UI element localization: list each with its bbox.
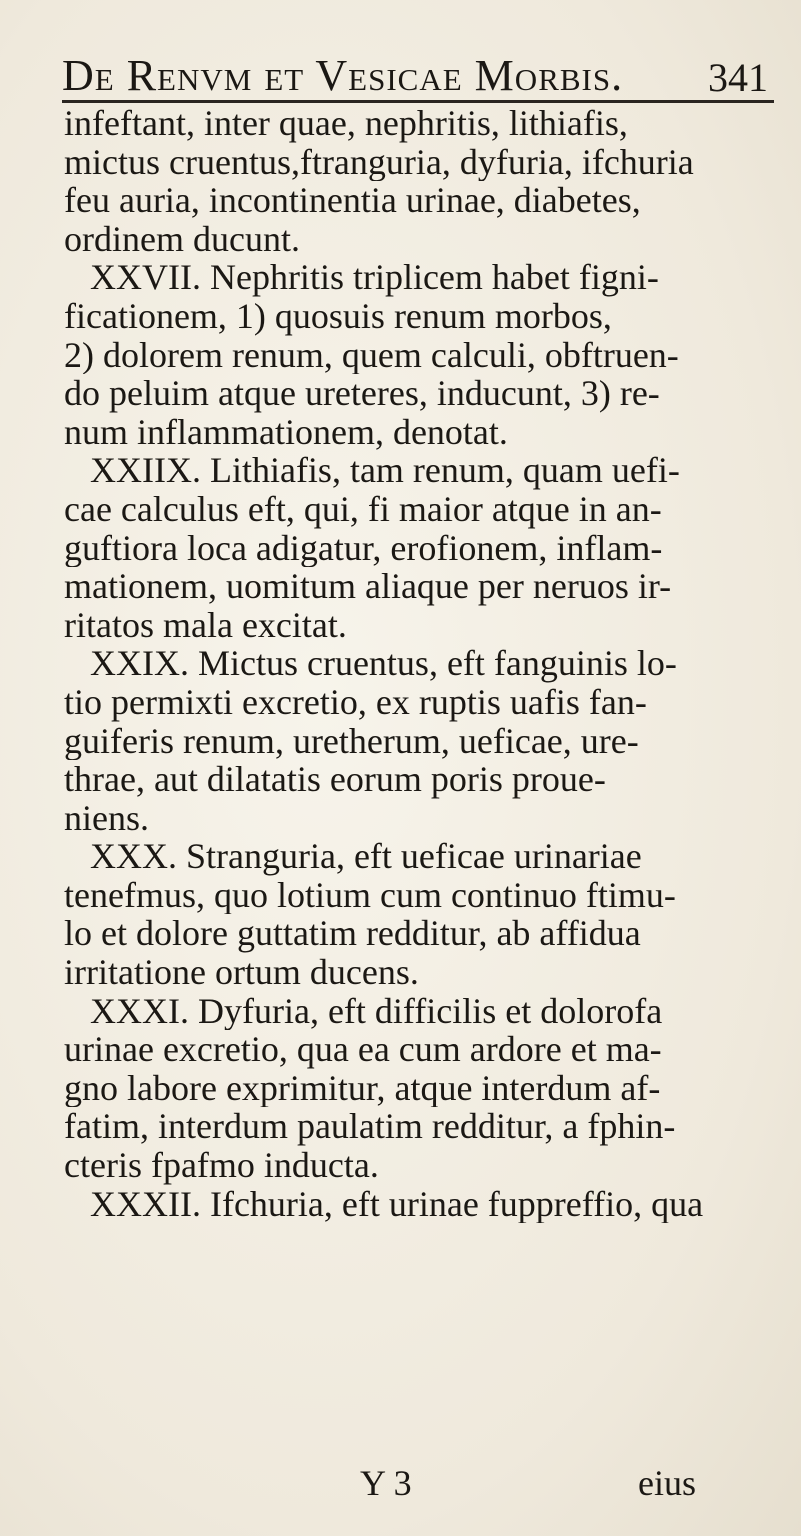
body-text [64, 104, 774, 1223]
catchword: eius [638, 1463, 696, 1503]
text-line: gno labore exprimitur, atque interdum af- [64, 1068, 661, 1108]
text-line: num inflammationem, denotat. [64, 412, 508, 452]
text-line: ordinem ducunt. [64, 219, 300, 259]
text-line: urinae excretio, qua ea cum ardore et ma- [64, 1030, 662, 1069]
paragraph-xxx-start: XXX. Stranguria, eft ueficae urinariae [90, 837, 642, 876]
text-line: cae calculus eft, qui, fi maior atque in an- [64, 489, 662, 529]
paragraph-xxvii-start: XXVII. Nephritis triplicem habet figni- [90, 258, 659, 297]
text-line: mationem, uomitum aliaque per neruos ir- [64, 567, 672, 606]
text-line: fatim, interdum paulatim redditur, a fphin- [64, 1107, 676, 1147]
page-number: 341 [708, 55, 768, 100]
running-title: De Renvm et Vesicae Morbis. [62, 51, 624, 100]
page-footer [0, 1462, 801, 1508]
paragraph-xxxii-start: XXXII. Ifchuria, eft urinae fuppreffio, qua [90, 1184, 704, 1224]
text-line: thrae, aut dilatatis eorum poris proue- [64, 760, 606, 799]
text-line: do peluim atque ureteres, inducunt, 3) re- [64, 374, 660, 413]
text-line: cteris fpafmo inducta. [64, 1146, 379, 1185]
text-line: niens. [64, 798, 149, 838]
paragraph-xxiix-start: XXIIX. Lithiafis, tam renum, quam uefi- [90, 451, 680, 490]
running-head [62, 50, 782, 100]
signature-mark: Y 3 [360, 1463, 412, 1503]
paragraph-xxxi-start: XXXI. Dyfuria, eft difficilis et dolorofa [90, 991, 663, 1031]
text-line: infeftant, inter quae, nephritis, lithiafis, [64, 104, 628, 143]
text-line: ritatos mala excitat. [64, 605, 347, 645]
text-line: guftiora loca adigatur, erofionem, inflam- [64, 528, 663, 568]
text-line: lo et dolore guttatim redditur, ab affidua [64, 914, 641, 954]
paragraph-xxix-start: XXIX. Mictus cruentus, eft fanguinis lo- [90, 644, 677, 683]
text-line: guiferis renum, uretherum, ueficae, ure- [64, 721, 639, 761]
text-line: tio permixti excretio, ex ruptis uafis fan- [64, 682, 647, 722]
text-line: irritatione ortum ducens. [64, 953, 419, 992]
text-line: 2) dolorem renum, quem calculi, obftruen- [64, 335, 679, 375]
text-line: feu auria, incontinentia urinae, diabetes, [64, 181, 641, 220]
text-line: ficationem, 1) quosuis renum morbos, [64, 296, 612, 336]
header-rule [62, 100, 774, 103]
text-line: mictus cruentus,ftranguria, dyfuria, ifchuria [64, 142, 694, 182]
text-line: tenefmus, quo lotium cum continuo ftimu- [64, 875, 676, 915]
